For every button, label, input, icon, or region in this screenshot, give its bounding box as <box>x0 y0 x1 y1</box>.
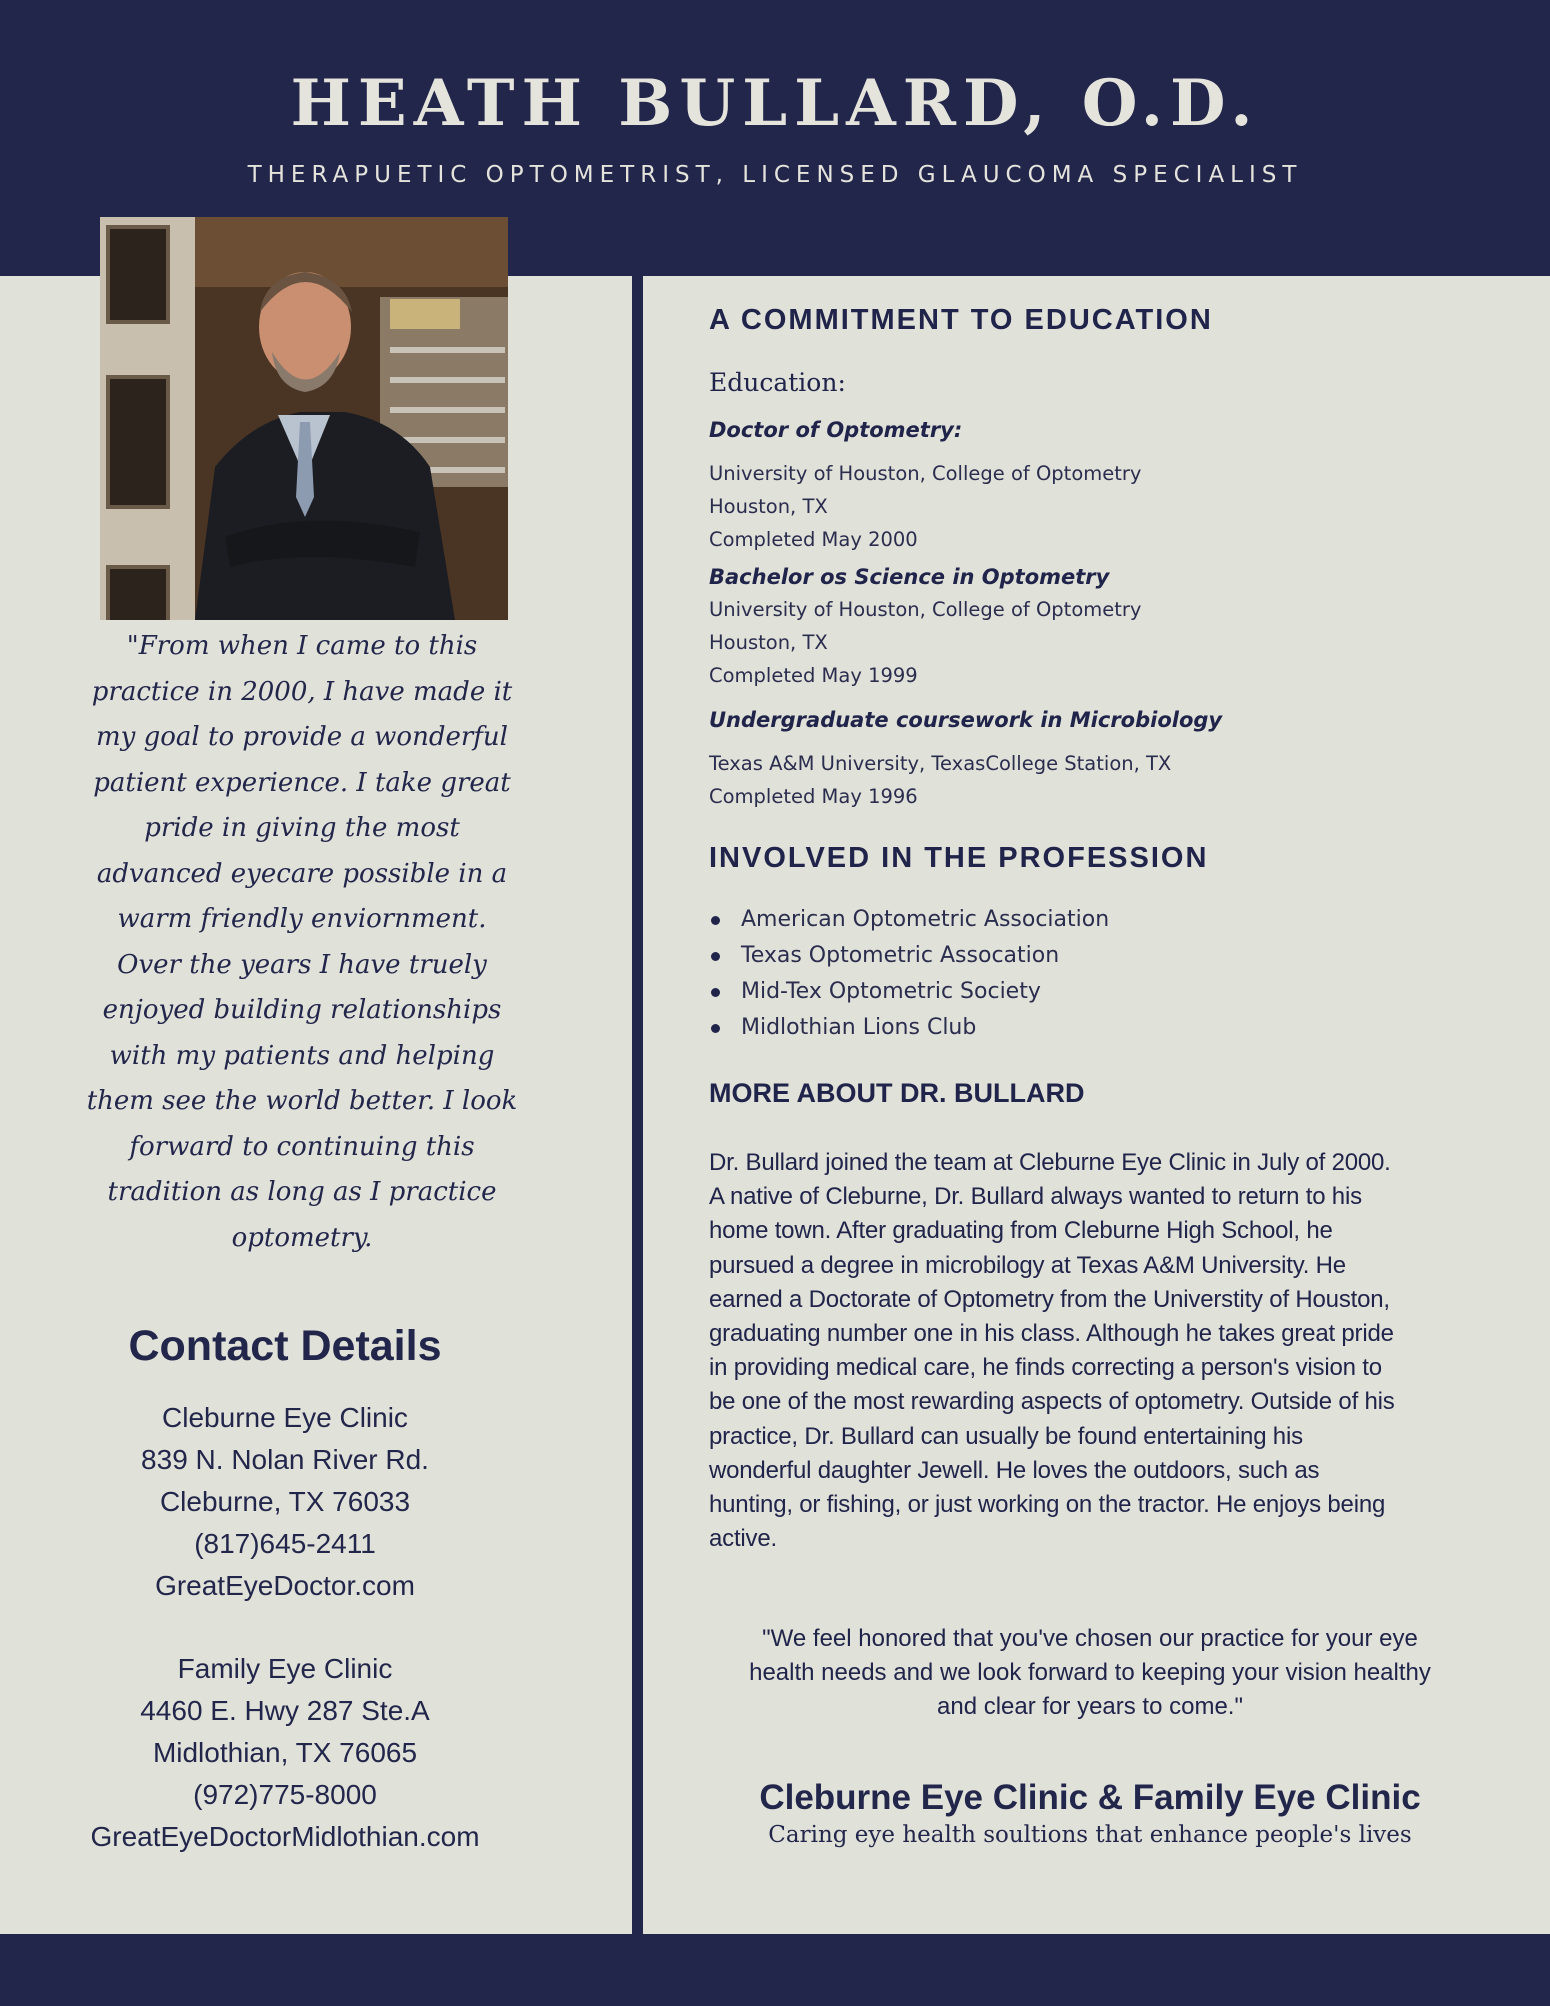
clinic-name: Family Eye Clinic <box>177 1653 393 1684</box>
clinic-website-link[interactable]: GreatEyeDoctorMidlothian.com <box>90 1821 480 1852</box>
clinic-phone[interactable]: (972)775-8000 <box>193 1779 377 1810</box>
quote-line: warm friendly enviornment. <box>117 904 487 934</box>
quote-line: forward to continuing this <box>129 1131 475 1162</box>
about-line: A native of Cleburne, Dr. Bullard always wanted to return to his <box>709 1183 1362 1211</box>
clinic-contact-cleburne <box>40 1397 530 1607</box>
clinic-address: 4460 E. Hwy 287 Ste.A <box>140 1695 430 1726</box>
membership-list <box>709 902 1109 1046</box>
list-item: American Optometric Association <box>709 902 1109 938</box>
clinic-city: Cleburne, TX 76033 <box>159 1486 411 1517</box>
closing-quote <box>690 1622 1490 1725</box>
quote-line: with my patients and helping <box>109 1040 495 1071</box>
about-line: pursued a degree in microbilogy at Texas A&M University. He <box>709 1251 1346 1279</box>
clinics-brand-name: Cleburne Eye Clinic & Family Eye Clinic <box>759 1778 1421 1817</box>
clinic-name: Cleburne Eye Clinic <box>162 1402 408 1433</box>
clinic-website-link[interactable]: GreatEyeDoctor.com <box>155 1570 415 1601</box>
clinic-phone[interactable]: (817)645-2411 <box>194 1528 376 1559</box>
quote-line: "From when I came to this <box>126 631 478 661</box>
about-heading: MORE ABOUT DR. BULLARD <box>709 1078 1085 1108</box>
education-heading: A COMMITMENT TO EDUCATION <box>709 304 1213 336</box>
about-paragraph <box>709 1146 1479 1556</box>
about-line: in providing medical care, he finds correcting a person's vision to <box>709 1354 1382 1382</box>
quote-line: practice in 2000, I have made it <box>91 676 513 707</box>
clinic-contact-midlothian <box>40 1648 530 1858</box>
about-line: home town. After graduating from Cleburne High School, he <box>709 1217 1333 1245</box>
degree-detail: Completed May 1996 <box>709 785 918 808</box>
about-line: practice, Dr. Bullard can usually be found entertaining his <box>709 1422 1303 1450</box>
degree-detail: University of Houston, College of Optometry <box>709 462 1142 485</box>
quote-line: my goal to provide a wonderful <box>96 722 508 752</box>
closing-quote-line: and clear for years to come." <box>937 1693 1243 1721</box>
doctor-title: THERAPUETIC OPTOMETRIST, LICENSED GLAUCOMA SPECIALIST <box>247 162 1303 188</box>
quote-line: optometry. <box>231 1222 373 1253</box>
degree-detail: Completed May 2000 <box>709 528 918 551</box>
quote-line: pride in giving the most <box>144 813 460 843</box>
education-label: Education: <box>709 368 846 397</box>
clinics-tagline: Caring eye health soultions that enhance people's lives <box>768 1822 1412 1848</box>
quote-line: Over the years I have truely <box>117 949 487 980</box>
about-line: hunting, or fishing, or just working on the tractor. He enjoys being <box>709 1491 1386 1519</box>
degree-detail: Houston, TX <box>709 631 828 654</box>
degree-title: Bachelor os Science in Optometry <box>709 565 1110 589</box>
about-line: wonderful daughter Jewell. He loves the outdoors, such as <box>709 1456 1320 1484</box>
contact-heading: Contact Details <box>128 1322 442 1370</box>
about-line: active. <box>709 1525 777 1553</box>
quote-line: tradition as long as I practice <box>107 1177 497 1207</box>
footer-banner <box>0 1934 1550 2006</box>
clinic-address: 839 N. Nolan River Rd. <box>141 1444 429 1475</box>
about-line: be one of the most rewarding aspects of optometry. Outside of his <box>709 1388 1395 1416</box>
list-item: Mid-Tex Optometric Society <box>709 974 1109 1010</box>
degree-detail: Texas A&M University, TexasCollege Station, TX <box>709 752 1172 775</box>
degree-detail: Completed May 1999 <box>709 664 918 687</box>
quote-line: patient experience. I take great <box>93 767 511 798</box>
list-item: Texas Optometric Assocation <box>709 938 1109 974</box>
degree-title: Doctor of Optometry: <box>709 418 963 442</box>
doctor-quote <box>86 624 518 1261</box>
clinic-city: Midlothian, TX 76065 <box>152 1737 418 1768</box>
about-line: graduating number one in his class. Although he takes great pride <box>709 1320 1394 1348</box>
degree-title: Undergraduate coursework in Microbiology <box>709 708 1223 732</box>
list-item: Midlothian Lions Club <box>709 1010 1109 1046</box>
doctor-name: HEATH BULLARD, O.D. <box>290 66 1260 141</box>
profession-heading: INVOLVED IN THE PROFESSION <box>709 842 1209 874</box>
closing-quote-line: "We feel honored that you've chosen our practice for your eye <box>762 1625 1418 1652</box>
doctor-photo <box>100 217 508 620</box>
degree-detail: Houston, TX <box>709 495 828 518</box>
quote-line: advanced eyecare possible in a <box>96 858 508 889</box>
degree-detail: University of Houston, College of Optometry <box>709 598 1142 621</box>
about-line: earned a Doctorate of Optometry from the Universtity of Houston, <box>709 1285 1390 1313</box>
closing-quote-line: health needs and we look forward to keeping your vision healthy <box>749 1659 1431 1687</box>
about-line: Dr. Bullard joined the team at Cleburne Eye Clinic in July of 2000. <box>709 1149 1391 1176</box>
quote-line: enjoyed building relationships <box>102 995 502 1025</box>
column-divider <box>632 276 643 1934</box>
quote-line: them see the world better. I look <box>86 1086 518 1116</box>
